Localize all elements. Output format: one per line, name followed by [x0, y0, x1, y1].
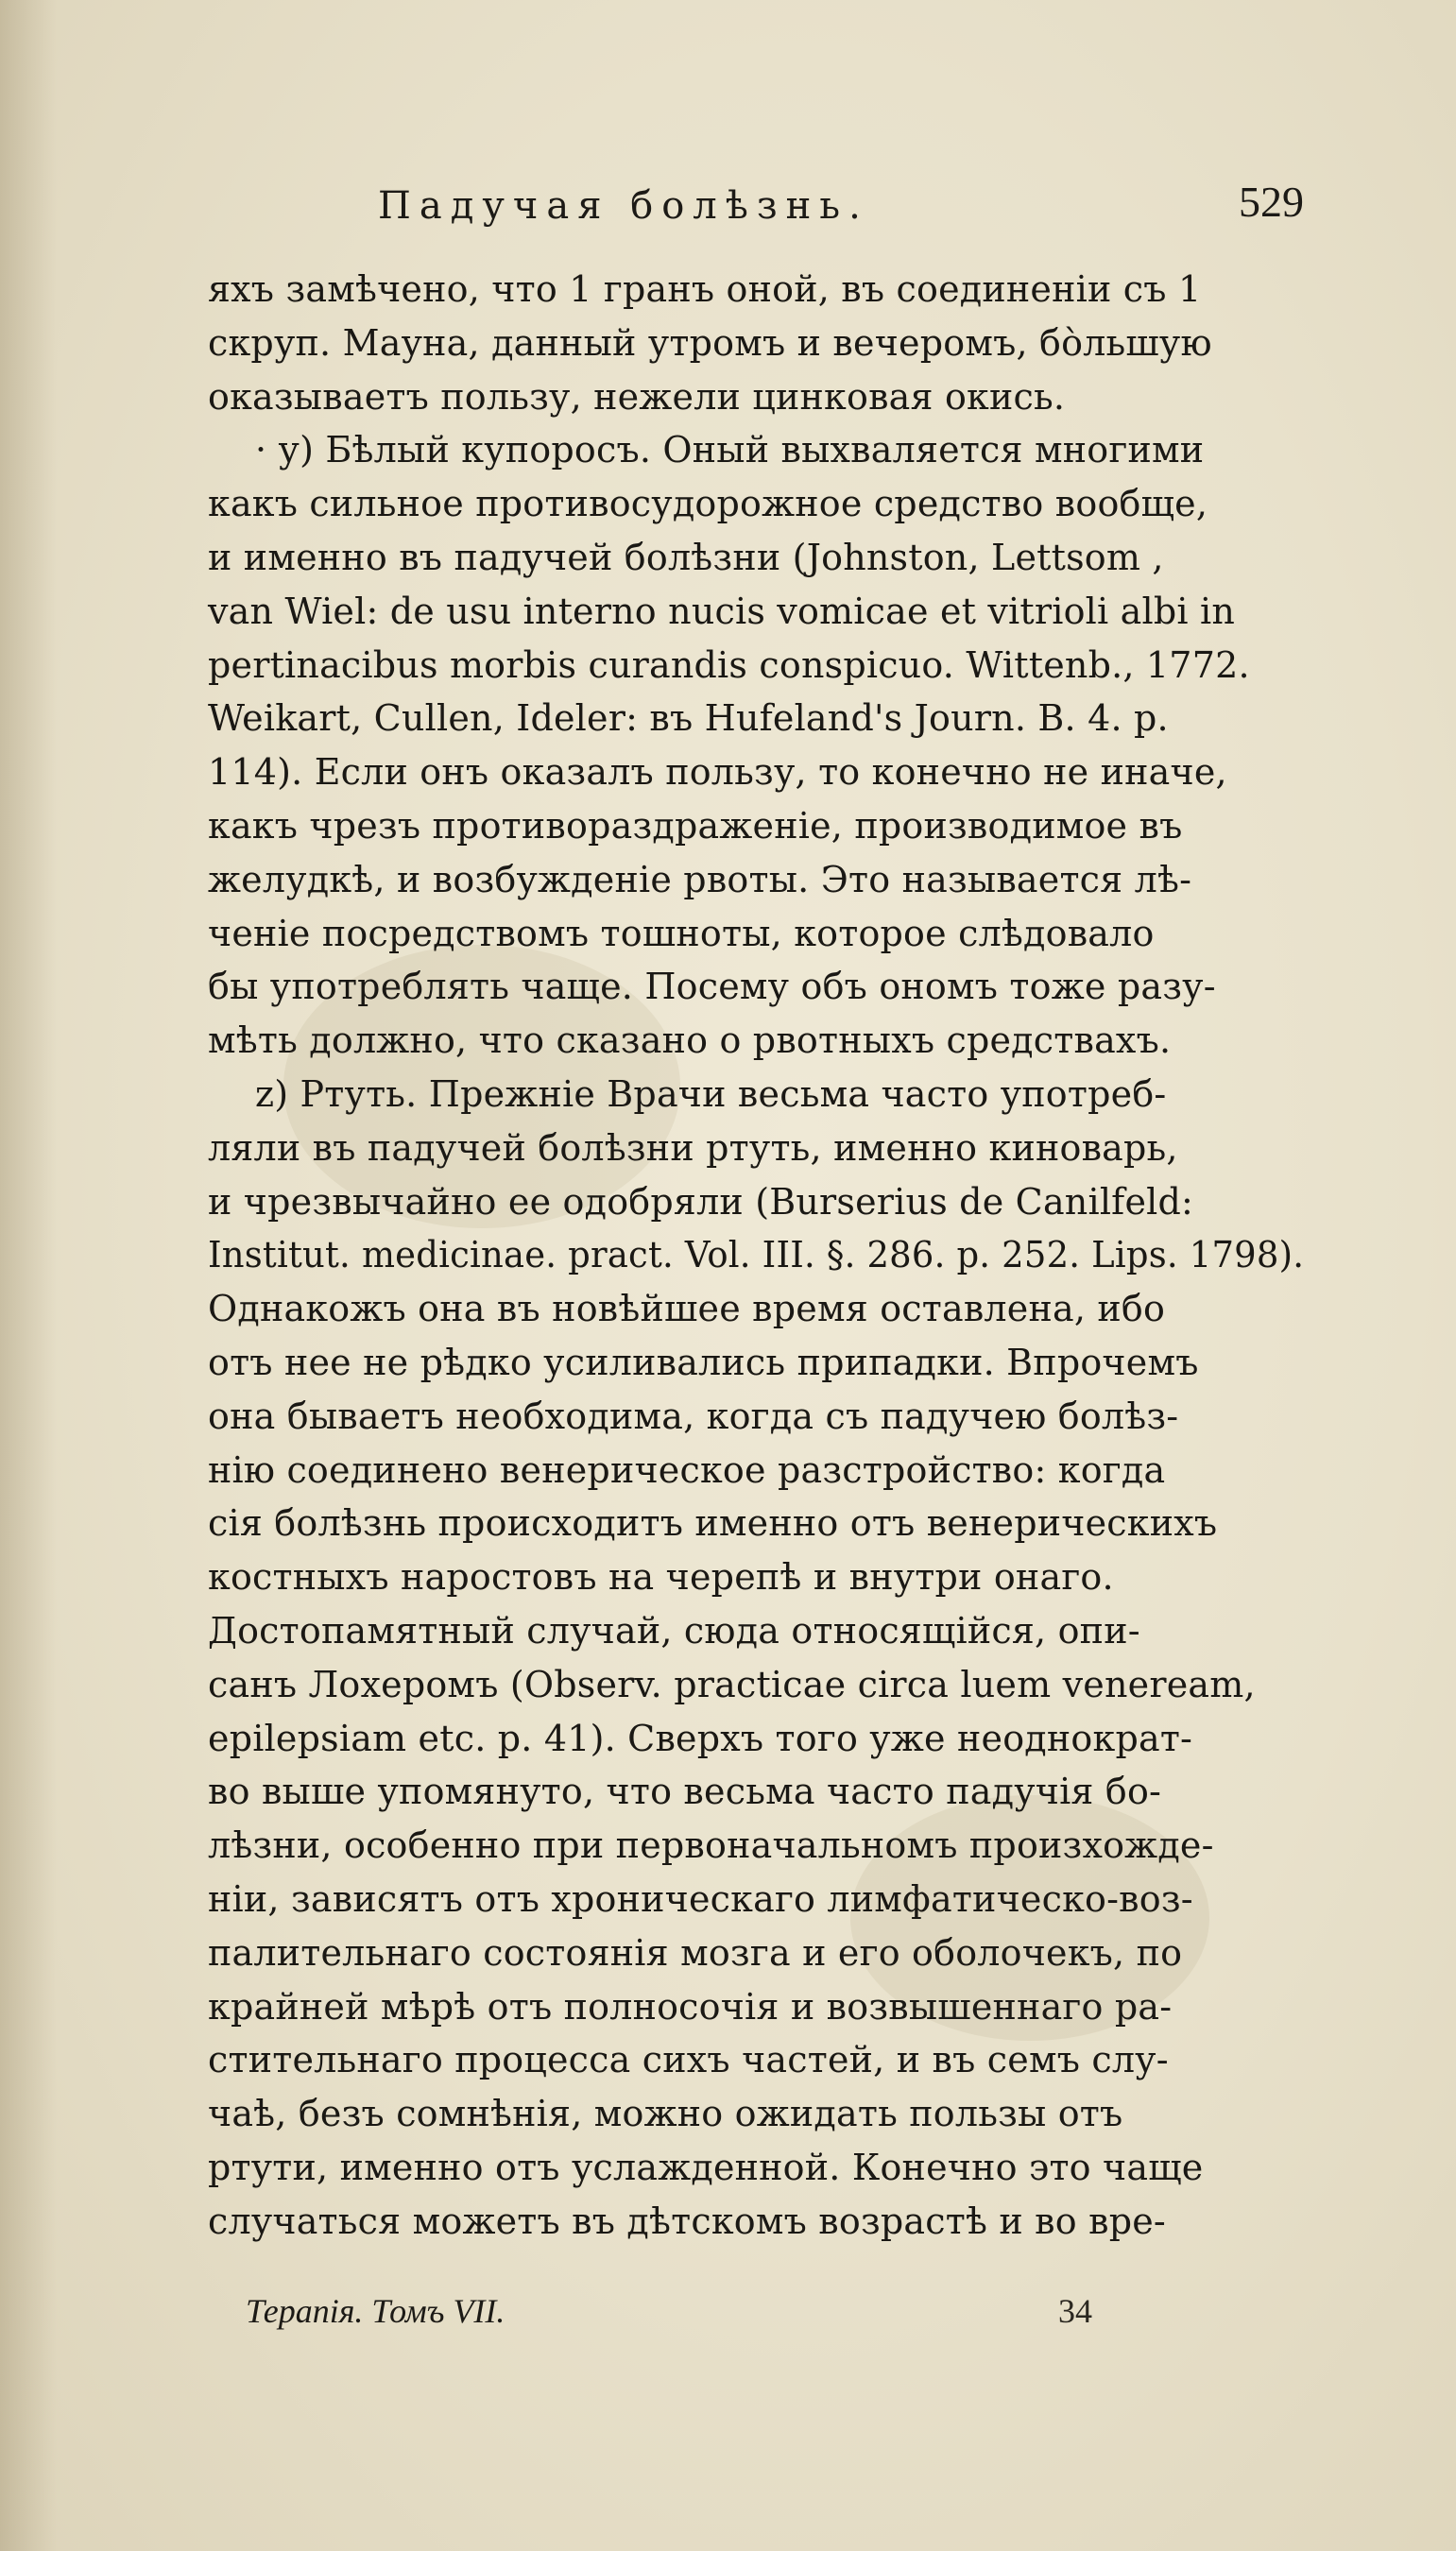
- text-line: мѣть должно, что сказано о рвотныхъ средствахъ.: [208, 1019, 1172, 1062]
- text-line: яхъ замѣчено, что 1 гранъ оной, въ соединеніи съ 1: [208, 268, 1202, 310]
- text-line: отъ нее не рѣдко усиливались припадки. Впрочемъ: [208, 1341, 1199, 1383]
- text-line: Достопамятный случай, сюда относящійся, опи-: [208, 1609, 1140, 1652]
- text-line: бы употреблять чаще. Посему объ ономъ тоже разу-: [208, 966, 1216, 1008]
- text-line: сія болѣзнь происходитъ именно отъ венерическихъ: [208, 1502, 1218, 1545]
- text-line: чаѣ, безъ сомнѣнія, можно ожидать пользы отъ: [208, 2093, 1123, 2135]
- text-line: ніи, зависятъ отъ хроническаго лимфатическо-воз-: [208, 1877, 1193, 1920]
- text-line: ченіе посредствомъ тошноты, которое слѣдовало: [208, 912, 1155, 954]
- text-line: epilepsiam etc. p. 41). Сверхъ того уже неоднократ-: [208, 1717, 1193, 1759]
- text-line: стительнаго процесса сихъ частей, и въ семъ слу-: [208, 2039, 1169, 2081]
- text-body: [208, 263, 1304, 2248]
- text-line: Institut. medicinae. pract. Vol. III. §. 286. p. 252. Lips. 1798).: [208, 1234, 1305, 1276]
- text-line: палительнаго состоянія мозга и его оболочекъ, по: [208, 1931, 1183, 1974]
- text-line: санъ Лохеромъ (Observ. practicae circa luem veneream,: [208, 1663, 1256, 1705]
- sheet-number: 34: [1058, 2292, 1092, 2330]
- text-line: во выше упомянуто, что весьма часто падучія бо-: [208, 1771, 1162, 1813]
- text-line: она бываетъ необходима, когда съ падучею болѣз-: [208, 1395, 1179, 1437]
- text-line: ляли въ падучей болѣзни ртуть, именно киноварь,: [208, 1126, 1178, 1169]
- text-line: скруп. Мауна, данный утромъ и вечеромъ, бо̀льшую: [208, 321, 1212, 364]
- text-line: и именно въ падучей болѣзни (Johnston, Lettsom ,: [208, 536, 1164, 578]
- page-footer: [208, 2291, 1304, 2338]
- text-line: Однакожъ она въ новѣйшее время оставлена, ибо: [208, 1288, 1166, 1330]
- text-line: крайней мѣрѣ отъ полносочія и возвышеннаго ра-: [208, 1985, 1173, 2028]
- signature-mark: Терапія. Томъ VII.: [246, 2292, 505, 2330]
- page-number: 529: [1239, 178, 1304, 226]
- running-head: [208, 178, 1304, 241]
- text-line: van Wiel: de usu interno nucis vomicae et vitrioli albi in: [208, 590, 1236, 632]
- running-title: Падучая болѣзнь.: [378, 184, 869, 228]
- text-line: pertinacibus morbis curandis conspicuo. Wittenb., 1772.: [208, 643, 1250, 686]
- text-line: желудкѣ, и возбужденіе рвоты. Это называется лѣ-: [208, 858, 1192, 900]
- text-line: Weikart, Cullen, Ideler: въ Hufeland's Journ. B. 4. p.: [208, 697, 1169, 740]
- text-line: ртути, именно отъ услажденной. Конечно это чаще: [208, 2146, 1204, 2188]
- text-line: костныхъ наростовъ на черепѣ и внутри онаго.: [208, 1556, 1114, 1599]
- page-edge-shadow: [0, 0, 57, 2551]
- text-line: случаться можетъ въ дѣтскомъ возрастѣ и во вре-: [208, 2200, 1166, 2242]
- text-line: какъ сильное противосудорожное средство вообще,: [208, 483, 1208, 525]
- text-line: оказываетъ пользу, нежели цинковая окись.: [208, 375, 1066, 418]
- text-line: и чрезвычайно ее одобряли (Burserius de Canilfeld:: [208, 1180, 1194, 1223]
- text-line: 114). Если онъ оказалъ пользу, то конечно не иначе,: [208, 751, 1227, 794]
- text-line: нію соединено венерическое разстройство: когда: [208, 1448, 1166, 1491]
- text-line: · у) Бѣлый купоросъ. Оный выхваляется многими: [255, 429, 1205, 471]
- text-line: какъ чрезъ противораздраженіе, производимое въ: [208, 804, 1183, 847]
- text-line: лѣзни, особенно при первоначальномъ произхожде-: [208, 1824, 1214, 1867]
- text-line: z) Ртуть. Прежніе Врачи весьма часто употреб-: [255, 1072, 1167, 1115]
